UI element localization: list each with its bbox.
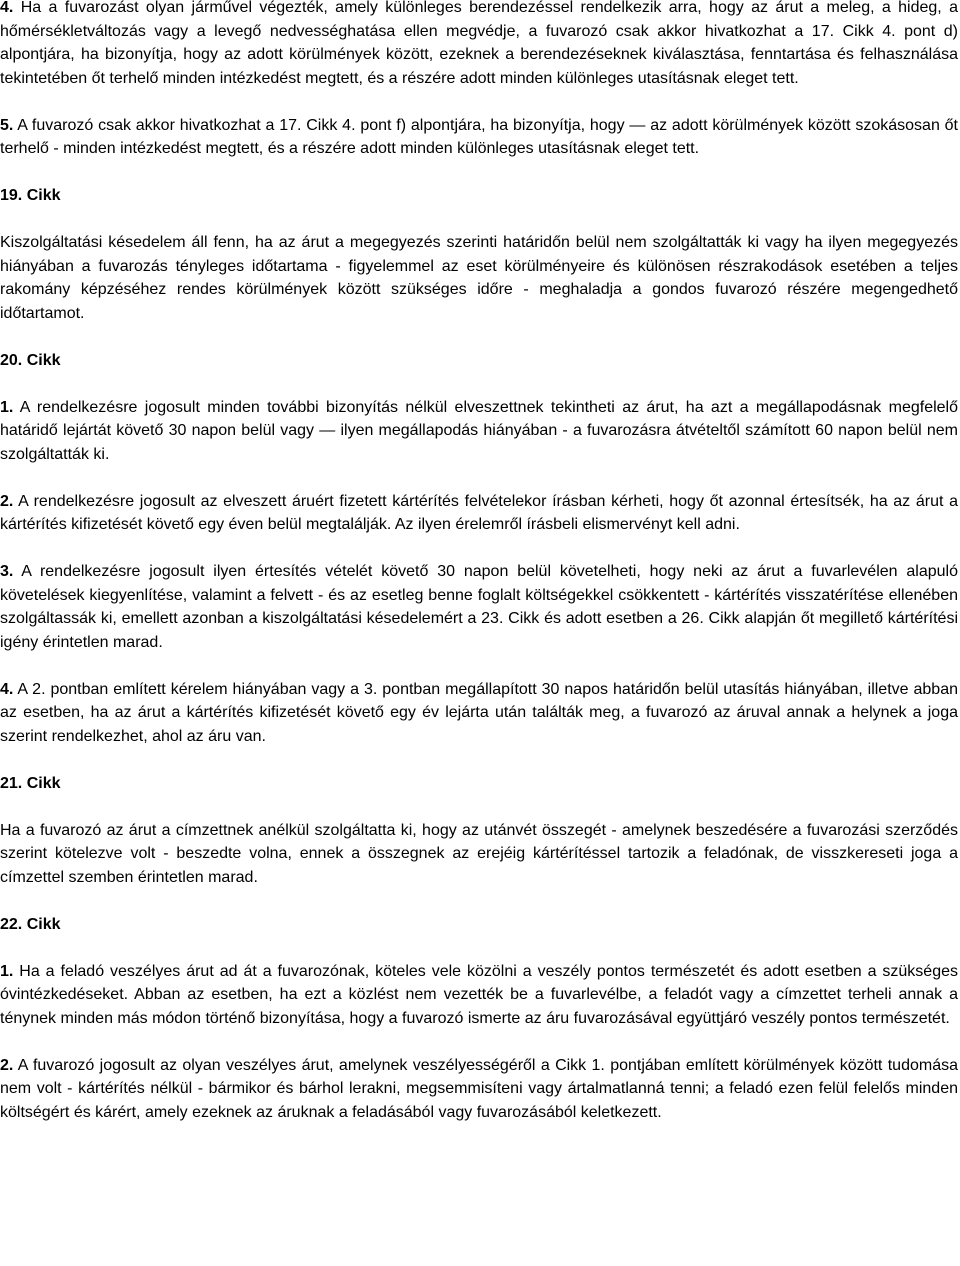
paragraph-text: Kiszolgáltatási késedelem áll fenn, ha az árut a megegyezés szerinti határidőn belül nem szolgáltatták ki vagy ha ilyen megegyezés hiányában a fuvarozás tényleges időtartama - figyelemmel az eset körülményeire és különösen részrakodások esetében a teljes rakomány képzéséhez rendes körülmények között szükséges időre - meghaladja a gondos fuvarozó részére megengedhető időtartamot.	[0, 234, 958, 322]
paragraph-article-22-point-2	[0, 1054, 958, 1125]
paragraph-point-4	[0, 0, 958, 90]
paragraph-article-20-point-4	[0, 678, 958, 749]
point-number: 4.	[0, 680, 14, 698]
paragraph-text: A fuvarozó jogosult az olyan veszélyes árut, amelynek veszélyességéről a Cikk 1. pontjában említett körülmények között tudomása nem volt - kártérítés nélkül - bármikor és bárhol lerakni, megsemmisíteni vagy ártalmatlanná tenni; a feladó ezen felül felelős minden költségért és kárért, amely ezeknek az áruknak a feladásából vagy fuvarozásából keletkezett.	[0, 1056, 958, 1122]
paragraph-article-21	[0, 819, 958, 890]
paragraph-text: Ha a fuvarozást olyan járművel végezték, amely különleges berendezéssel rendelkezik arra, hogy az árut a meleg, a hideg, a hőmérsékletváltozás vagy a levegő nedvességhatása ellen megvédje, a fuvarozó csak akkor hivatkozhat a 17. Cikk 4. pont d) alpontjára, ha bizonyítja, hogy az adott körülmények között, ezeknek a berendezéseknek kiválasztása, fenntartása és felhasználása tekintetében őt terhelő minden intézkedést megtett, és a részére adott minden különleges utasításnak eleget tett.	[0, 0, 958, 87]
paragraph-text: Ha a feladó veszélyes árut ad át a fuvarozónak, köteles vele közölni a veszély pontos természetét és adott esetben a szükséges óvintézkedéseket. Abban az esetben, ha ezt a közlést nem vezették be a fuvarlevélbe, a feladót vagy a címzettet terheli annak a ténynek minden más módon történő bizonyítása, hogy a fuvarozó ismerte az áru fuvarozásával együttjáró veszély pontos természetét.	[0, 962, 958, 1027]
paragraph-text: A rendelkezésre jogosult ilyen értesítés vételét követő 30 napon belül követelheti, hogy neki az árut a fuvarlevélen alapuló követelések kiegyenlítése, valamint a felvett - és az esetleg benne foglalt költségekkel csökkentett - kártérítés visszatérítése ellenében szolgáltassák ki, emellett azonban a kiszolgáltatási késedelemért a 23. Cikk és adott esetben a 26. Cikk alapján őt megillető kártérítési igény érintetlen marad.	[0, 563, 958, 651]
point-number: 3.	[0, 563, 14, 581]
paragraph-text: A rendelkezésre jogosult az elveszett áruért fizetett kártérítés felvételekor írásban kérheti, hogy őt azonnal értesítsék, ha az árut a kártérítés kifizetését követő egy éven belül megtalálják. Az ilyen érelemről írásbeli elismervényt kell adni.	[0, 492, 958, 534]
paragraph-text: A 2. pontban említett kérelem hiányában vagy a 3. pontban megállapított 30 napos határidőn belül utasítás hiányában, illetve abban az esetben, ha az árut a kártérítés kifizetését követő egy év lejárta után találták meg, a fuvarozó az áruval annak a helynek a joga szerint rendelkezhet, ahol az áru van.	[0, 680, 958, 746]
article-heading-22: 22. Cikk	[0, 915, 61, 933]
article-heading-21: 21. Cikk	[0, 774, 61, 792]
point-number: 1.	[0, 398, 14, 416]
paragraph-article-19	[0, 231, 958, 325]
paragraph-article-20-point-2	[0, 490, 958, 537]
paragraph-article-20-point-1	[0, 396, 958, 467]
paragraph-article-20-point-3	[0, 560, 958, 654]
paragraph-text: Ha a fuvarozó az árut a címzettnek anélkül szolgáltatta ki, hogy az utánvét összegét - amelynek beszedésére a fuvarozási szerződés szerint kötelezve volt - beszedte volna, ennek a összegnek az erejéig kártérítéssel tartozik a feladónak, de visszkereseti joga a címzettel szemben érintetlen marad.	[0, 821, 958, 886]
article-heading-20: 20. Cikk	[0, 351, 61, 369]
point-number: 4.	[0, 0, 14, 16]
article-heading-19: 19. Cikk	[0, 187, 61, 205]
point-number: 2.	[0, 1056, 14, 1074]
paragraph-text: A fuvarozó csak akkor hivatkozhat a 17. Cikk 4. pont f) alpontjára, ha bizonyítja, hogy — az adott körülmények között szokásosan őt terhelő - minden intézkedést megtett, és a részére adott minden különleges utasításnak eleget tett.	[0, 116, 958, 158]
point-number: 2.	[0, 492, 14, 510]
paragraph-point-5	[0, 114, 958, 161]
paragraph-text: A rendelkezésre jogosult minden további bizonyítás nélkül elveszettnek tekintheti az árut, ha azt a megállapodásnak megfelelő határidő lejártát követő 30 napon belül vagy — ilyen megállapodás hiányában - a fuvarozásra átvételtől számított 60 napon belül nem szolgáltatták ki.	[0, 398, 958, 463]
point-number: 1.	[0, 962, 14, 980]
point-number: 5.	[0, 116, 14, 134]
paragraph-article-22-point-1	[0, 960, 958, 1031]
